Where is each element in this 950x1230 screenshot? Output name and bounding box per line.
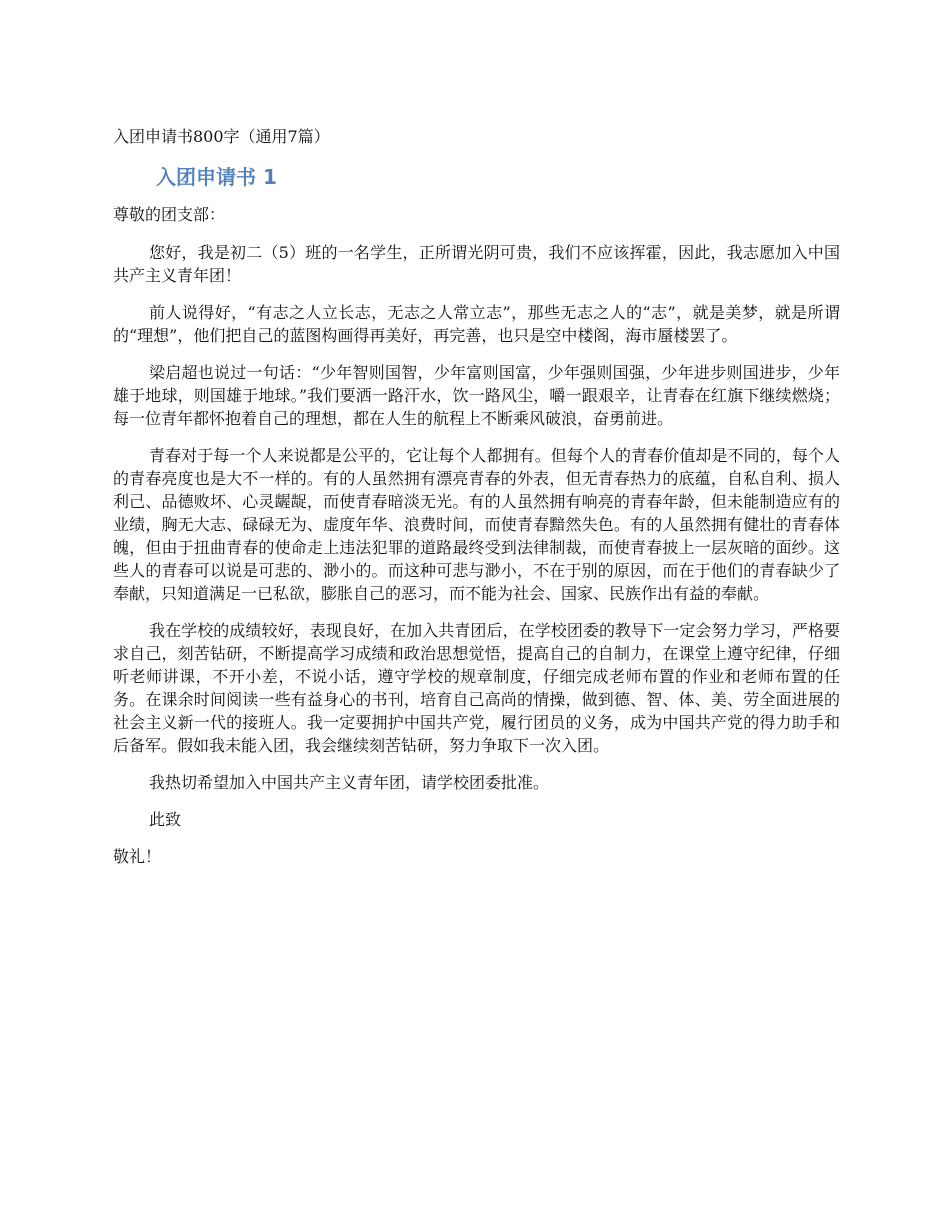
salutation: 尊敬的团支部： bbox=[113, 205, 226, 224]
paragraph-5: 我在学校的成绩较好，表现良好，在加入共青团后，在学校团委的教导下一定会努力学习，严格要求自己，刻苦钻研，不断提高学习成绩和政治思想觉悟，提高自己的自制力，在课堂上遵守纪律，仔细听老师讲课，不开小差，不说小话，遵守学校的规章制度，仔细完成老师布置的作业和老师布置的任务。在课余时间阅读一些有益身心的书刊，培育自己高尚的情操，做到德、智、体、美、劳全面进展的社会主义新一代的接班人。我一定要拥护中国共产党，履行团员的义务，成为中国共产党的得力助手和后备军。假如我未能入团，我会继续刻苦钻研，努力争取下一次入团。 bbox=[113, 621, 840, 755]
paragraph-3: 梁启超也说过一句话：“少年智则国智，少年富则国富，少年强则国强，少年进步则国进步，少年雄于地球，则国雄于地球。”我们要洒一路汗水，饮一路风尘，嚼一跟艰辛，让青春在红旗下继续燃烧；每一位青年都怀抱着自己的理想，都在人生的航程上不断乘风破浪，奋勇前进。 bbox=[113, 363, 840, 428]
paragraph-6: 我热切希望加入中国共产主义青年团，请学校团委批准。 bbox=[149, 773, 550, 792]
letter-body bbox=[113, 203, 840, 882]
section-heading: 入团申请书 1 bbox=[156, 165, 277, 189]
paragraph-2: 前人说得好，“有志之人立长志，无志之人常立志”，那些无志之人的“志”，就是美梦，就是所谓的“理想”，他们把自己的蓝图构画得再美好，再完善，也只是空中楼阁，海市蜃楼罢了。 bbox=[113, 303, 840, 345]
paragraph-1: 您好，我是初二（5）班的一名学生，正所谓光阴可贵，我们不应该挥霍，因此，我志愿加入中国共产主义青年团！ bbox=[113, 243, 840, 285]
paragraph-4: 青春对于每一个人来说都是公平的，它让每个人都拥有。但每个人的青春价值却是不同的，每个人的青春亮度也是大不一样的。有的人虽然拥有漂亮青春的外表，但无青春热力的底蕴，自私自利、损人利己、品德败坏、心灵龌龊，而使青春暗淡无光。有的人虽然拥有响亮的青春年龄，但未能制造应有的业绩，胸无大志、碌碌无为、虚度年华、浪费时间，而使青春黯然失色。有的人虽然拥有健壮的青春体魄，但由于扭曲青春的使命走上违法犯罪的道路最终受到法律制裁，而使青春披上一层灰暗的面纱。这些人的青春可以说是可悲的、渺小的。而这种可悲与渺小，不在于别的原因，而在于他们的青春缺少了奉献，只知道满足一已私欲，膨胀自己的恶习，而不能为社会、国家、民族作出有益的奉献。 bbox=[113, 446, 840, 603]
document-title: 入团申请书800字（通用7篇） bbox=[113, 127, 330, 146]
closing-line: 此致 bbox=[149, 810, 182, 829]
closing-salute: 敬礼！ bbox=[113, 847, 162, 866]
